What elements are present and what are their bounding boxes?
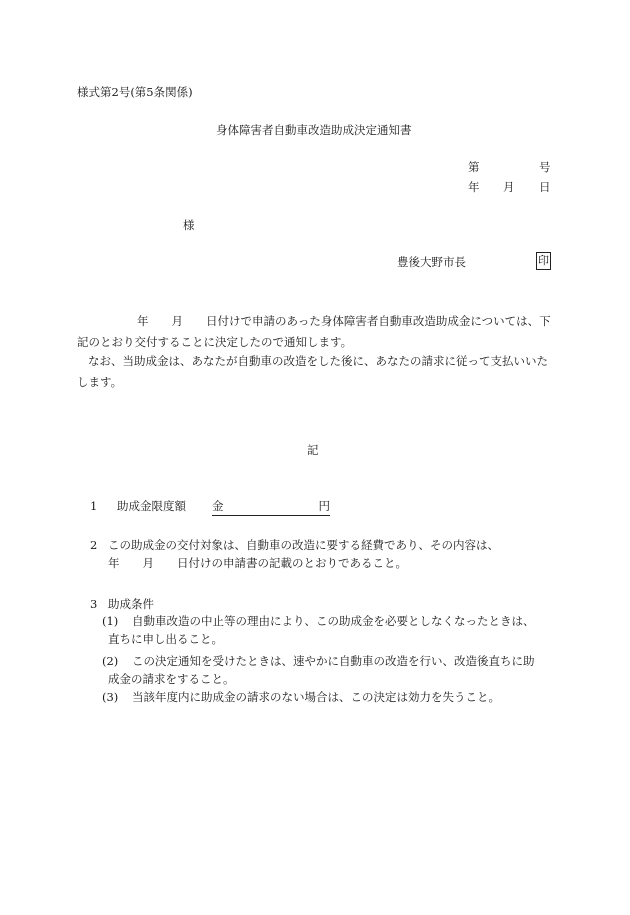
item-1-label: 助成金限度額 [117, 499, 186, 513]
condition-2-number: (2) [102, 654, 119, 668]
number-go: 号 [539, 160, 551, 174]
item-3-title: 助成条件 [108, 597, 154, 611]
item-2-text-line2: 年 月 日付けの申請書の記載のとおりであること。 [108, 556, 407, 570]
item-1-number: 1 [90, 499, 98, 513]
condition-1-text-line1: 自動車改造の中止等の理由により、この助成金を必要としなくなったときは、 [132, 614, 535, 628]
condition-3-number: (3) [102, 690, 119, 704]
date-day-label: 日 [539, 180, 551, 194]
number-dai: 第 [468, 160, 480, 174]
form-number: 様式第2号(第5条関係) [77, 85, 193, 99]
item-3-number: 3 [90, 597, 98, 611]
condition-3-text-line1: 当該年度内に助成金の請求のない場合は、この決定は効力を失うこと。 [132, 690, 500, 704]
issuer-name: 豊後大野市長 [397, 255, 466, 269]
addressee-sama: 様 [183, 218, 195, 232]
date-month-label: 月 [503, 180, 515, 194]
condition-1-number: (1) [102, 614, 119, 628]
notice-paragraph-1: 年 月 日付けで申請のあった身体障害者自動車改造助成金については、下記のとおり交付することに決定したので通知します。 [77, 314, 551, 349]
item-2-text-line1: この助成金の交付対象は、自動車の改造に要する経費であり、その内容は、 [108, 538, 499, 552]
currency-suffix: 円 [318, 499, 330, 513]
seal-mark: 印 [536, 252, 551, 270]
item-2-number: 2 [90, 538, 98, 552]
document-title: 身体障害者自動車改造助成決定通知書 [216, 123, 412, 137]
condition-1-text-line2: 直ちに申し出ること。 [108, 632, 223, 646]
currency-prefix: 金 [212, 499, 224, 513]
ki-heading: 記 [307, 443, 319, 457]
notice-paragraph-2: なお、当助成金は、あなたが自動車の改造をした後に、あなたの請求に従って支払いいたします。 [77, 354, 548, 389]
condition-2-text-line1: この決定通知を受けたときは、速やかに自動車の改造を行い、改造後直ちに助 [132, 654, 535, 668]
condition-2-text-line2: 成金の請求をすること。 [108, 672, 235, 686]
subsidy-amount-field [212, 500, 330, 516]
date-year-label: 年 [468, 180, 480, 194]
